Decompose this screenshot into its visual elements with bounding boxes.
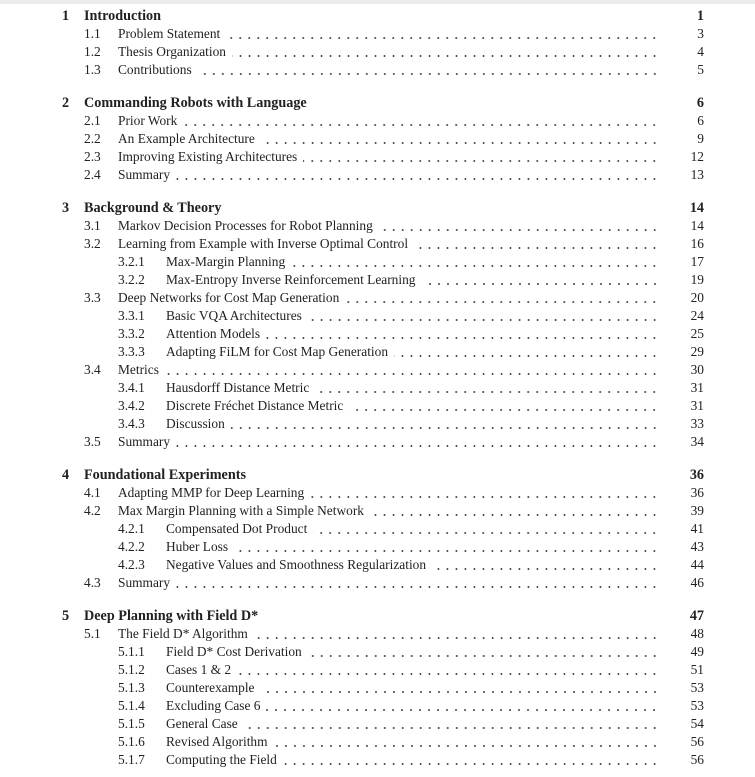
entry-number: 5.1 [84, 626, 101, 641]
toc-entry-sec[interactable] [62, 25, 704, 43]
toc-entry-sub[interactable] [62, 661, 704, 679]
dot-leader [308, 319, 659, 321]
entry-number: 5.1.1 [118, 644, 145, 659]
dot-leader [266, 337, 659, 339]
dot-leader [165, 373, 659, 375]
dot-leader [232, 55, 659, 57]
dot-leader [432, 568, 659, 570]
dot-leader [237, 673, 659, 675]
page-number: 41 [690, 521, 704, 536]
entry-number: 3.1 [84, 218, 101, 233]
entry-title: Deep Networks for Cost Map Generation [118, 290, 340, 305]
toc-entry-sec[interactable] [62, 433, 704, 451]
toc-entry-sec[interactable] [62, 289, 704, 307]
entry-title: Max Margin Planning with a Simple Network [118, 503, 364, 518]
dot-leader [231, 427, 659, 429]
page-number: 48 [690, 626, 704, 641]
entry-title: Excluding Case 6 [166, 698, 261, 713]
entry-title: Discrete Fréchet Distance Metric [166, 398, 344, 413]
page-number: 1 [696, 8, 704, 24]
entry-title: Counterexample [166, 680, 255, 695]
toc-entry-sub[interactable] [62, 397, 704, 415]
page-number: 36 [689, 467, 704, 483]
page-number: 6 [696, 95, 704, 111]
entry-number: 3.4.2 [118, 398, 145, 413]
entry-title: An Example Architecture [118, 131, 255, 146]
dot-leader [370, 514, 659, 516]
entry-number: 4.2.3 [118, 557, 145, 572]
entry-title: Negative Values and Smoothness Regularization [166, 557, 427, 572]
toc-entry-chap[interactable] [62, 199, 704, 217]
entry-number: 3 [62, 200, 70, 216]
toc-entry-sec[interactable] [62, 166, 704, 184]
toc-entry-chap[interactable] [62, 466, 704, 484]
page-number: 14 [690, 218, 704, 233]
entry-title: Hausdorff Distance Metric [166, 380, 310, 395]
entry-title: Summary [118, 434, 171, 449]
page-number: 53 [690, 698, 704, 713]
entry-number: 3.4.1 [118, 380, 145, 395]
toc-entry-sec[interactable] [62, 574, 704, 592]
entry-number: 4.1 [84, 485, 101, 500]
toc-entry-sec[interactable] [62, 361, 704, 379]
entry-title: Background & Theory [84, 200, 222, 216]
dot-leader [226, 37, 659, 39]
entry-title: Computing the Field [166, 752, 277, 767]
toc-entry-sub[interactable] [62, 697, 704, 715]
toc-entry-sec[interactable] [62, 43, 704, 61]
dot-leader [261, 142, 659, 144]
page-number: 29 [690, 344, 704, 359]
entry-title: Max-Margin Planning [166, 254, 286, 269]
page-number: 31 [690, 380, 704, 395]
entry-number: 5 [62, 608, 70, 624]
page-number: 17 [690, 254, 704, 269]
page-number: 33 [690, 416, 704, 431]
entry-number: 3.3 [84, 290, 101, 305]
entry-number: 3.5 [84, 434, 101, 449]
entry-title: Cases 1 & 2 [166, 662, 232, 677]
entry-number: 2 [62, 95, 70, 111]
entry-number: 4.2.2 [118, 539, 145, 554]
toc-entry-sub[interactable] [62, 733, 704, 751]
toc-entry-sec[interactable] [62, 502, 704, 520]
entry-title: Thesis Organization [118, 44, 226, 59]
toc-entry-chap[interactable] [62, 607, 704, 625]
entry-number: 4 [62, 467, 70, 483]
dot-leader [394, 355, 659, 357]
page-number: 4 [697, 44, 704, 59]
entry-number: 3.2 [84, 236, 101, 251]
toc-entry-sub[interactable] [62, 715, 704, 733]
page-number: 44 [690, 557, 704, 572]
entry-title: Foundational Experiments [84, 467, 246, 483]
dot-leader [227, 211, 659, 213]
entry-title: Contributions [118, 62, 192, 77]
page-number: 46 [690, 575, 704, 590]
toc-entry-sub[interactable] [62, 538, 704, 556]
entry-title: Max-Entropy Inverse Reinforcement Learning [166, 272, 416, 287]
dot-leader [291, 265, 659, 267]
dot-leader [198, 73, 659, 75]
viewer-top-edge [0, 0, 755, 4]
dot-leader [254, 637, 659, 639]
toc-entry-sec[interactable] [62, 148, 704, 166]
dot-leader [167, 19, 659, 21]
page-number: 13 [690, 167, 704, 182]
entry-number: 4.2 [84, 503, 101, 518]
page-number: 56 [690, 752, 704, 767]
dot-leader [264, 619, 659, 621]
page-number: 16 [690, 236, 704, 251]
page-number: 53 [690, 680, 704, 695]
entry-title: Metrics [118, 362, 159, 377]
entry-number: 2.4 [84, 167, 101, 182]
page-number: 43 [690, 539, 704, 554]
entry-title: Prior Work [118, 113, 178, 128]
entry-number: 5.1.4 [118, 698, 145, 713]
entry-number: 5.1.6 [118, 734, 145, 749]
entry-title: Introduction [84, 8, 161, 24]
toc-entry-sub[interactable] [62, 556, 704, 574]
dot-leader [414, 247, 659, 249]
entry-title: Deep Planning with Field D* [84, 608, 259, 624]
entry-number: 3.4 [84, 362, 101, 377]
page-number: 30 [690, 362, 704, 377]
dot-leader [266, 709, 659, 711]
page-number: 51 [690, 662, 704, 677]
toc-entry-sub[interactable] [62, 307, 704, 325]
dot-leader [422, 283, 660, 285]
dot-leader [176, 586, 659, 588]
entry-number: 4.2.1 [118, 521, 145, 536]
entry-number: 5.1.7 [118, 752, 145, 767]
toc-entry-sub[interactable] [62, 271, 704, 289]
dot-leader [379, 229, 659, 231]
toc-entry-sec[interactable] [62, 484, 704, 502]
page-number: 19 [690, 272, 704, 287]
dot-leader [252, 478, 659, 480]
page-number: 49 [690, 644, 704, 659]
page-number: 24 [690, 308, 704, 323]
entry-title: Field D* Cost Derivation [166, 644, 302, 659]
page-number: 12 [690, 149, 704, 164]
entry-title: Commanding Robots with Language [84, 95, 307, 111]
entry-title: Revised Algorithm [166, 734, 268, 749]
page-number: 20 [690, 290, 704, 305]
dot-leader [349, 409, 659, 411]
entry-title: Basic VQA Architectures [166, 308, 302, 323]
entry-title: Huber Loss [166, 539, 229, 554]
page-number: 34 [690, 434, 704, 449]
entry-number: 2.1 [84, 113, 101, 128]
toc-entry-sub[interactable] [62, 520, 704, 538]
page-number: 9 [697, 131, 704, 146]
dot-leader [308, 655, 659, 657]
entry-number: 1.3 [84, 62, 101, 77]
entry-number: 3.3.1 [118, 308, 145, 323]
dot-leader [303, 160, 659, 162]
entry-number: 3.2.1 [118, 254, 145, 269]
toc-entry-sub[interactable] [62, 325, 704, 343]
entry-title: Summary [118, 167, 171, 182]
toc-entry-sub[interactable] [62, 379, 704, 397]
dot-leader [234, 550, 659, 552]
page-number: 56 [690, 734, 704, 749]
dot-leader [345, 301, 659, 303]
entry-title: Summary [118, 575, 171, 590]
page-number: 39 [690, 503, 704, 518]
entry-title: Learning from Example with Inverse Optimal Control [118, 236, 409, 251]
entry-number: 1.1 [84, 26, 101, 41]
page-number: 31 [690, 398, 704, 413]
toc-entry-sec[interactable] [62, 217, 704, 235]
entry-title: Markov Decision Processes for Robot Planning [118, 218, 373, 233]
toc-entry-sub[interactable] [62, 643, 704, 661]
entry-number: 5.1.3 [118, 680, 145, 695]
toc-entry-sub[interactable] [62, 253, 704, 271]
entry-title: Discussion [166, 416, 225, 431]
dot-leader [315, 391, 659, 393]
entry-title: General Case [166, 716, 238, 731]
toc-entry-sub[interactable] [62, 679, 704, 697]
entry-number: 4.3 [84, 575, 101, 590]
entry-title: Improving Existing Architectures [118, 149, 298, 164]
toc-entry-sub[interactable] [62, 415, 704, 433]
toc-entry-chap[interactable] [62, 94, 704, 112]
dot-leader [176, 445, 659, 447]
page-number: 5 [697, 62, 704, 77]
entry-title: Compensated Dot Product [166, 521, 308, 536]
toc-entry-chap[interactable] [62, 7, 704, 25]
entry-number: 2.3 [84, 149, 101, 164]
toc-entry-sec[interactable] [62, 112, 704, 130]
toc-entry-sub[interactable] [62, 751, 704, 769]
entry-title: Adapting FiLM for Cost Map Generation [166, 344, 389, 359]
entry-number: 2.2 [84, 131, 101, 146]
page-number: 14 [689, 200, 704, 216]
dot-leader [310, 496, 659, 498]
dot-leader [244, 727, 659, 729]
page-number: 25 [690, 326, 704, 341]
entry-number: 5.1.2 [118, 662, 145, 677]
page-number: 3 [697, 26, 704, 41]
table-of-contents [62, 7, 704, 769]
entry-title: Attention Models [166, 326, 261, 341]
entry-number: 3.3.3 [118, 344, 145, 359]
dot-leader [283, 763, 659, 765]
toc-entry-sec[interactable] [62, 625, 704, 643]
toc-entry-sub[interactable] [62, 343, 704, 361]
entry-number: 3.3.2 [118, 326, 145, 341]
dot-leader [313, 532, 659, 534]
entry-number: 5.1.5 [118, 716, 145, 731]
page-number: 47 [689, 608, 704, 624]
entry-number: 1 [62, 8, 70, 24]
page-number: 54 [690, 716, 704, 731]
dot-leader [274, 745, 659, 747]
entry-number: 3.2.2 [118, 272, 145, 287]
page-number: 36 [690, 485, 704, 500]
toc-entry-sec[interactable] [62, 61, 704, 79]
page-number: 6 [697, 113, 704, 128]
entry-number: 3.4.3 [118, 416, 145, 431]
dot-leader [313, 106, 659, 108]
toc-entry-sec[interactable] [62, 235, 704, 253]
toc-entry-sec[interactable] [62, 130, 704, 148]
entry-title: Problem Statement [118, 26, 221, 41]
dot-leader [176, 178, 659, 180]
entry-number: 1.2 [84, 44, 101, 59]
entry-title: Adapting MMP for Deep Learning [118, 485, 305, 500]
dot-leader [183, 124, 659, 126]
dot-leader [261, 691, 660, 693]
entry-title: The Field D* Algorithm [118, 626, 248, 641]
